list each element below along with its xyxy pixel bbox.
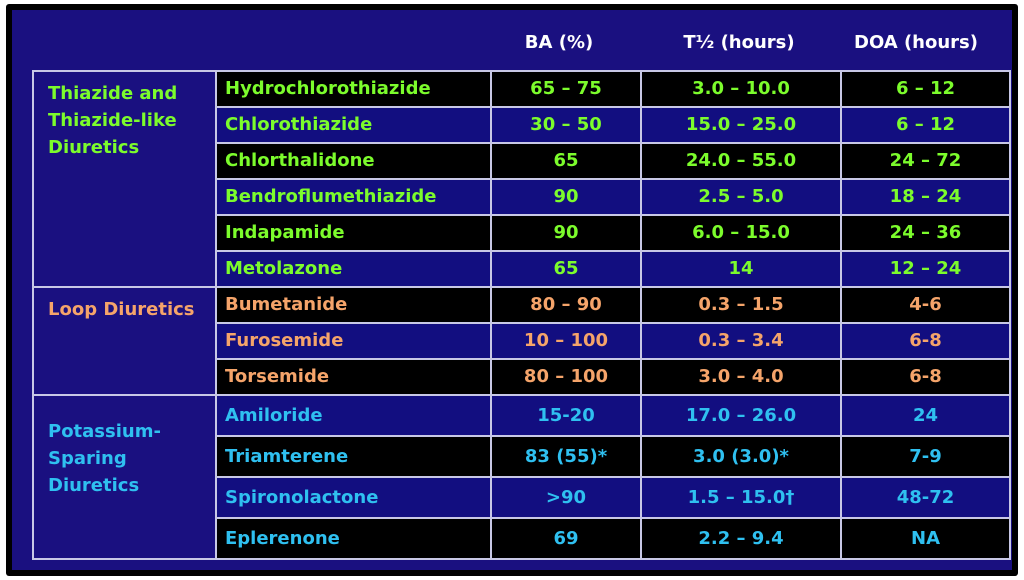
group-label-potassium-sparing	[33, 395, 216, 559]
group-label-line: Loop Diuretics	[48, 298, 195, 320]
group-label-line: Potassium-	[48, 420, 161, 442]
slide	[12, 10, 1012, 570]
drug-name: Hydrochlorothiazide	[216, 71, 491, 107]
ba-value: 80 – 100	[491, 359, 641, 395]
ba-value: 69	[491, 518, 641, 559]
doa-value: 24	[841, 395, 1010, 436]
half-life-value: 15.0 – 25.0	[641, 107, 841, 143]
half-life-value: 0.3 – 1.5	[641, 287, 841, 323]
half-life-value: 24.0 – 55.0	[641, 143, 841, 179]
group-label-loop	[33, 287, 216, 395]
drug-name: Indapamide	[216, 215, 491, 251]
half-life-value: 3.0 – 4.0	[641, 359, 841, 395]
drug-name: Chlorthalidone	[216, 143, 491, 179]
group-label-line: Sparing	[48, 447, 127, 469]
doa-value: 6 – 12	[841, 107, 1010, 143]
half-life-value: 14	[641, 251, 841, 287]
ba-value: 65	[491, 143, 641, 179]
half-life-value: 1.5 – 15.0†	[641, 477, 841, 518]
drug-name: Amiloride	[216, 395, 491, 436]
table-row	[33, 395, 1010, 436]
header-half-life: T½ (hours)	[683, 32, 795, 53]
ba-value: 15-20	[491, 395, 641, 436]
table-row	[33, 71, 1010, 107]
half-life-value: 2.5 – 5.0	[641, 179, 841, 215]
ba-value: 90	[491, 179, 641, 215]
doa-value: 18 – 24	[841, 179, 1010, 215]
diuretics-table	[32, 70, 1009, 560]
drug-name: Triamterene	[216, 436, 491, 477]
drug-name: Chlorothiazide	[216, 107, 491, 143]
drug-name: Bendroflumethiazide	[216, 179, 491, 215]
group-label-thiazide	[33, 71, 216, 287]
group-label-line: Diuretics	[48, 474, 140, 496]
header-ba: BA (%)	[524, 32, 594, 53]
doa-value: NA	[841, 518, 1010, 559]
ba-value: 30 – 50	[491, 107, 641, 143]
drug-name: Spironolactone	[216, 477, 491, 518]
drug-name: Eplerenone	[216, 518, 491, 559]
half-life-value: 3.0 – 10.0	[641, 71, 841, 107]
half-life-value: 2.2 – 9.4	[641, 518, 841, 559]
drug-name: Furosemide	[216, 323, 491, 359]
doa-value: 48-72	[841, 477, 1010, 518]
half-life-value: 17.0 – 26.0	[641, 395, 841, 436]
doa-value: 4-6	[841, 287, 1010, 323]
table-row	[33, 287, 1010, 323]
doa-value: 24 – 36	[841, 215, 1010, 251]
group-label-line: Diuretics	[48, 137, 140, 158]
drug-name: Bumetanide	[216, 287, 491, 323]
ba-value: 10 – 100	[491, 323, 641, 359]
doa-value: 6-8	[841, 359, 1010, 395]
ba-value: 80 – 90	[491, 287, 641, 323]
group-label-line: Thiazide and	[48, 83, 178, 104]
half-life-value: 0.3 – 3.4	[641, 323, 841, 359]
drug-name: Torsemide	[216, 359, 491, 395]
doa-value: 24 – 72	[841, 143, 1010, 179]
half-life-value: 6.0 – 15.0	[641, 215, 841, 251]
doa-value: 6 – 12	[841, 71, 1010, 107]
half-life-value: 3.0 (3.0)*	[641, 436, 841, 477]
doa-value: 12 – 24	[841, 251, 1010, 287]
group-label-line: Thiazide-like	[48, 110, 177, 131]
doa-value: 7-9	[841, 436, 1010, 477]
doa-value: 6-8	[841, 323, 1010, 359]
ba-value: 83 (55)*	[491, 436, 641, 477]
ba-value: 90	[491, 215, 641, 251]
header-doa: DOA (hours)	[854, 32, 978, 53]
ba-value: 65	[491, 251, 641, 287]
ba-value: >90	[491, 477, 641, 518]
drug-name: Metolazone	[216, 251, 491, 287]
ba-value: 65 – 75	[491, 71, 641, 107]
